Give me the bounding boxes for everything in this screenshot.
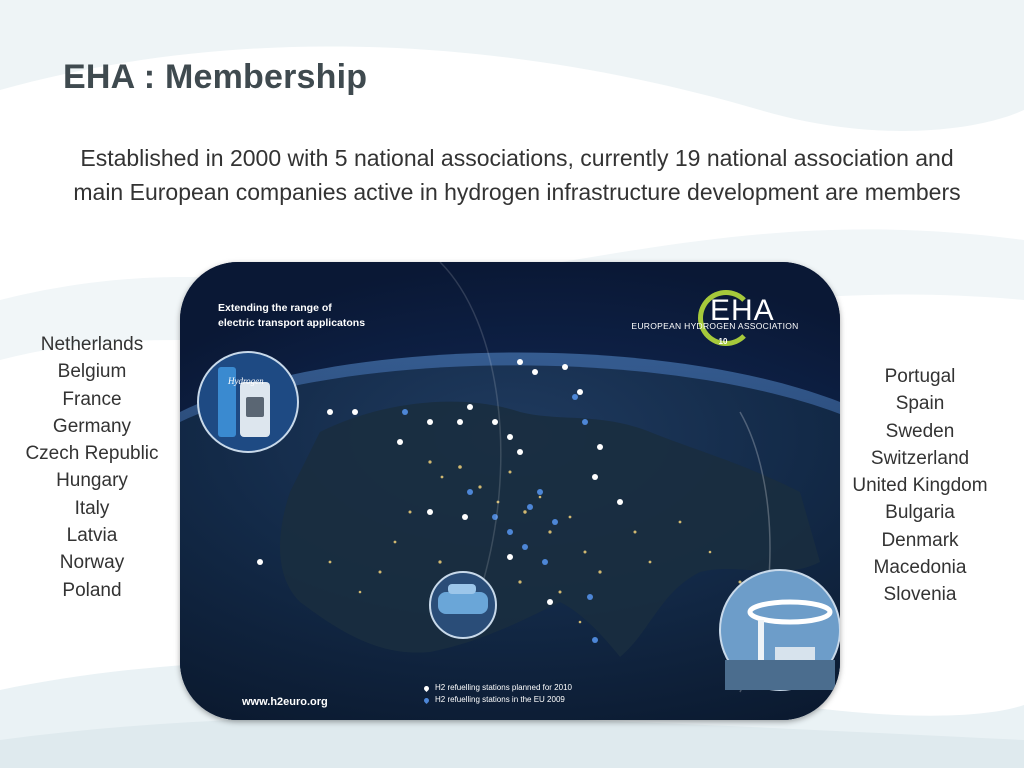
banner-line-2: electric transport applicatons xyxy=(218,317,366,329)
map-legend xyxy=(424,682,572,706)
planned-pin-icon xyxy=(423,684,430,691)
country-item: Poland xyxy=(62,579,122,601)
europe-hydrogen-map xyxy=(180,262,840,720)
country-item: Hungary xyxy=(56,470,128,492)
eha-logo-number: 10 xyxy=(718,337,728,346)
country-item: Czech Republic xyxy=(25,443,159,465)
country-item: Denmark xyxy=(881,529,959,551)
pump-label: Hydrogen xyxy=(228,376,264,386)
country-item: Switzerland xyxy=(870,447,970,469)
legend-planned xyxy=(424,682,572,694)
country-item: Sweden xyxy=(885,420,955,442)
subtitle-text: Established in 2000 with 5 national associations, currently 19 national association and main European companies active in hydrogen infrastructure development are members xyxy=(73,145,961,205)
legend-existing xyxy=(424,694,572,706)
existing-pin-icon xyxy=(423,696,430,703)
member-countries-right xyxy=(840,363,1000,609)
country-item: United Kingdom xyxy=(852,475,988,497)
country-item: Spain xyxy=(895,393,945,415)
country-item: Italy xyxy=(74,497,110,519)
map-url: www.h2euro.org xyxy=(242,696,328,708)
country-item: France xyxy=(62,388,122,410)
country-item: Bulgaria xyxy=(885,502,955,524)
page-title: EHA : Membership xyxy=(63,58,368,96)
legend-planned-text: H2 refuelling stations planned for 2010 xyxy=(435,683,572,692)
banner-line-1: Extending the range of xyxy=(218,302,332,314)
country-item: Norway xyxy=(59,552,125,574)
country-item: Belgium xyxy=(57,361,127,383)
country-item: Slovenia xyxy=(883,584,957,606)
legend-existing-text: H2 refuelling stations in the EU 2009 xyxy=(435,695,565,704)
eha-logo-name: EUROPEAN HYDROGEN ASSOCIATION xyxy=(631,321,799,331)
eha-logo xyxy=(610,290,820,355)
country-item: Latvia xyxy=(66,525,118,547)
country-item: Portugal xyxy=(884,366,956,387)
eha-logo-letters: EHA xyxy=(710,294,775,327)
map-banner xyxy=(218,301,398,331)
country-item: Germany xyxy=(52,415,132,437)
country-item: Macedonia xyxy=(873,557,967,579)
member-countries-left xyxy=(12,331,172,604)
country-item: Netherlands xyxy=(40,334,144,355)
